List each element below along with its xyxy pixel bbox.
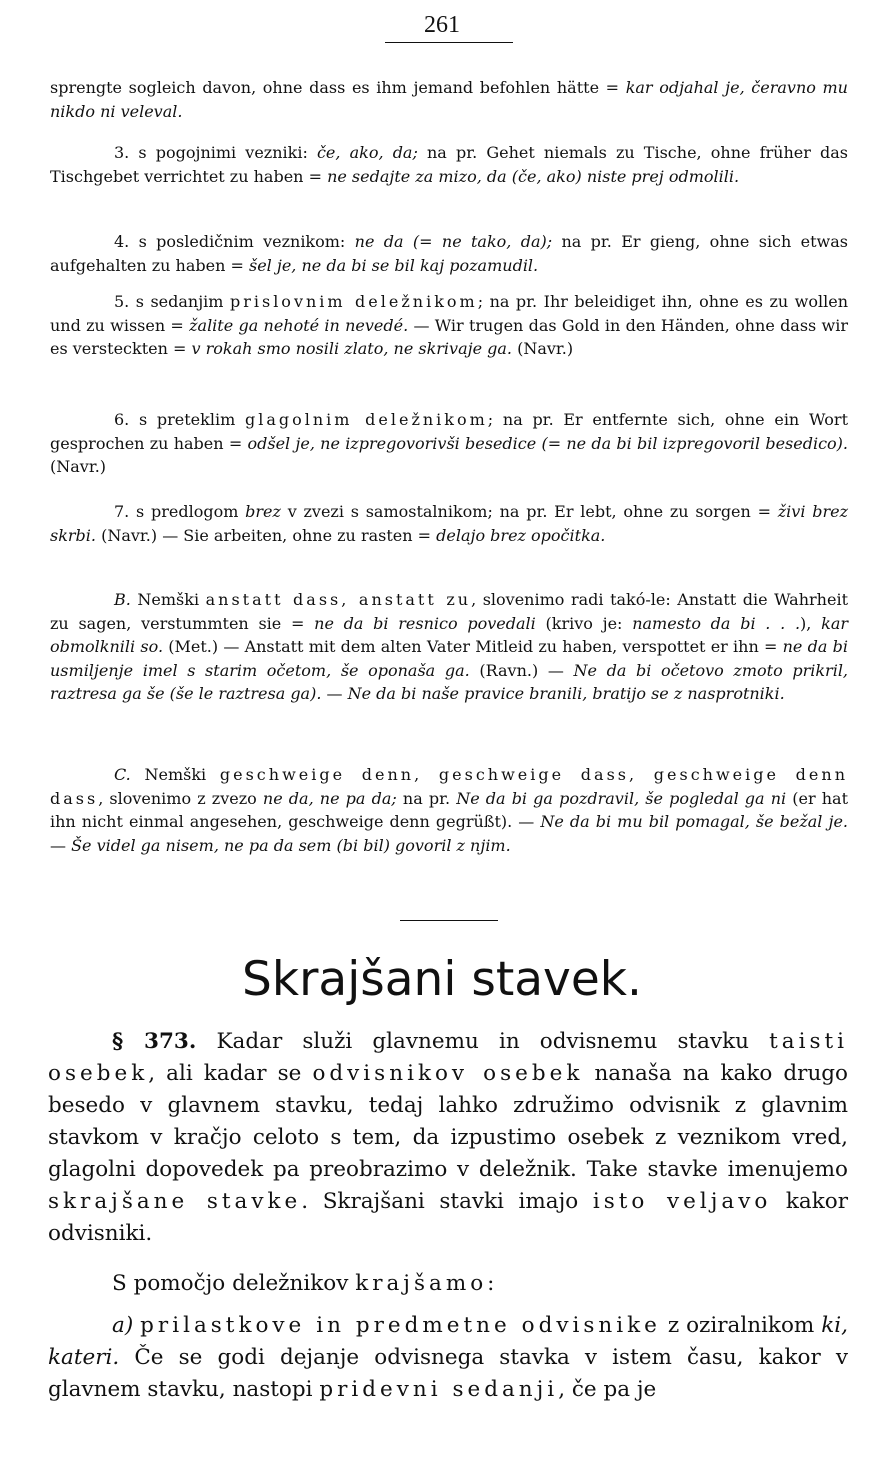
paragraph-b: B. Nemški anstatt dass, anstatt zu, slovenimo radi takó-le: Anstatt die Wahrheit zu sagen, verstummten sie = ne da bi resnico povedali (krivo je: namesto da bi . . .), kar obmolknili so. (Met.) — Anstatt mit dem alten Vater Mitleid zu haben, verspottet er ihn = ne da bi usmiljenje imel s starim očetom, še oponaša ga. (Ravn.) — Ne da bi očetovo zmoto prikril, raztresa ga še (še le raztresa ga). — Ne da bi naše pravice branili, bratijo se z nasprotniki.: [50, 590, 849, 703]
page-number: 261: [424, 12, 460, 38]
header-rule: [385, 42, 513, 43]
paragraph-continuation: sprengte sogleich davon, ohne dass es ihm jemand befohlen hätte = kar odjahal je, čeravno mu nikdo ni veleval.: [50, 78, 848, 121]
paragraph-6: 6. s preteklim glagolnim deležnikom; na pr. Er entfernte sich, ohne ein Wort gesprochen zu haben = odšel je, ne izpregovorivši besedice (= ne da bi bil izpregovoril besedico). (Navr.): [50, 410, 849, 476]
paragraph-4: 4. s posledičnim veznikom: ne da (= ne tako, da); na pr. Er gieng, ohne sich etwas aufgehalten zu haben = šel je, ne da bi se bil kaj pozamudil.: [50, 232, 849, 275]
paragraph-c: C. Nemški geschweige denn, geschweige dass, geschweige denn dass, slovenimo z zvezo ne da, ne pa da; na pr. Ne da bi ga pozdravil, še pogledal ga ni (er hat ihn nicht einmal angesehen, geschweige denn gegrüßt). — Ne da bi mu bil pomagal, še bežal je. — Še videl ga nisem, ne pa da sem (bi bil) govoril z njim.: [50, 765, 849, 855]
paragraph-pomocjo: S pomočjo deležnikov krajšamo:: [112, 1271, 495, 1296]
paragraph-373: § 373. Kadar služi glavnemu in odvisnemu stavku taisti osebek, ali kadar se odvisnikov osebek nanaša na kako drugo besedo v glavnem stavku, tedaj lahko združimo odvisnik z glavnim stavkom v kračjo celoto s tem, da izpustimo osebek z veznikom vred, glagolni dopovedek pa preobrazimo v deležnik. Take stavke imenujemo skrajšane stavke. Skrajšani stavki imajo isto veljavo kakor odvisniki.: [48, 1029, 849, 1246]
section-separator: [400, 920, 498, 921]
section-title: Skrajšani stavek.: [242, 952, 642, 1007]
paragraph-7: 7. s predlogom brez v zvezi s samostalnikom; na pr. Er lebt, ohne zu sorgen = živi brez skrbi. (Navr.) — Sie arbeiten, ohne zu rasten = delajo brez opočitka.: [50, 502, 848, 545]
paragraph-3: 3. s pogojnimi vezniki: če, ako, da; na pr. Gehet niemals zu Tische, ohne früher das Tischgebet verrichtet zu haben = ne sedajte za mizo, da (če, ako) niste prej odmolili.: [50, 143, 849, 186]
paragraph-a: a) prilastkove in predmetne odvisnike z oziralnikom ki, kateri. Če se godi dejanje odvisnega stavka v istem času, kakor v glavnem stavku, nastopi pridevni sedanji, če pa je: [48, 1313, 848, 1402]
paragraph-5: 5. s sedanjim prislovnim deležnikom; na pr. Ihr beleidiget ihn, ohne es zu wollen und zu wissen = žalite ga nehoté in nevedé. — Wir trugen das Gold in den Händen, ohne dass wir es versteckten = v rokah smo nosili zlato, ne skrivaje ga. (Navr.): [50, 292, 849, 358]
